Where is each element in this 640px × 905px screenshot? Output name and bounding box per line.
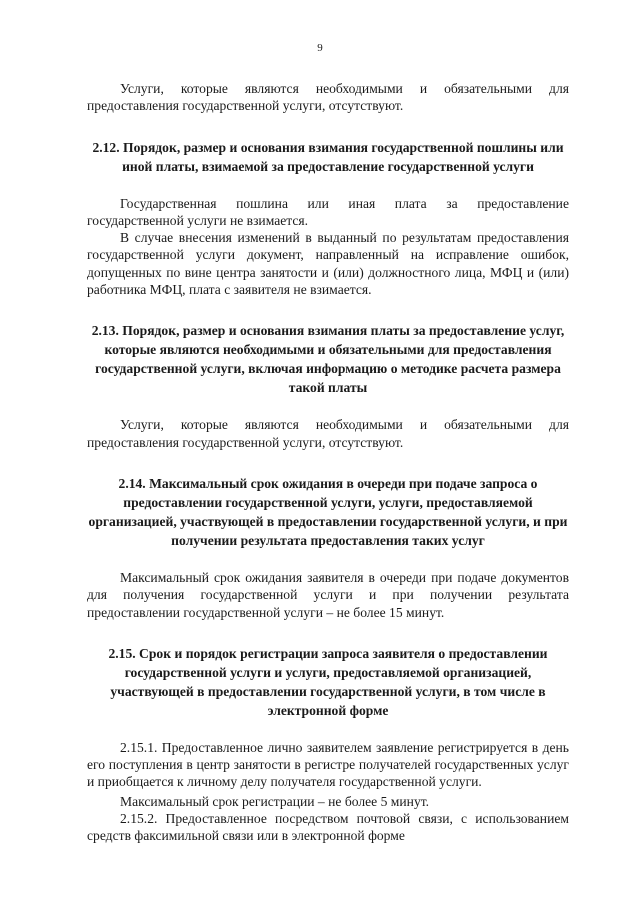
paragraph-services-absent-2: Услуги, которые являются необходимыми и обязательными для предоставления государственной услуги, отсутствуют. bbox=[87, 417, 569, 450]
paragraph-max-registration-time: Максимальный срок регистрации – не более 5 минут. bbox=[120, 793, 430, 809]
spacer bbox=[87, 720, 569, 739]
spacer bbox=[87, 397, 569, 416]
section-heading-2-14: 2.14. Максимальный срок ожидания в очереди при подаче запроса о предоставлении государственной услуги, услуги, предоставляемой организацией, участвующей в предоставлении государственной услуги, и при получении результата предоставления таких услуг bbox=[88, 475, 568, 548]
document-body bbox=[87, 80, 569, 845]
paragraph-services-absent-1: Услуги, которые являются необходимыми и обязательными для предоставления государственной услуги, отсутствуют. bbox=[87, 81, 569, 114]
paragraph-max-wait-time: Максимальный срок ожидания заявителя в очереди при подаче документов для получения государственной услуги и при получении результата предоставлении государственной услуги – не более 15 минут. bbox=[87, 569, 569, 620]
section-heading-2-13: 2.13. Порядок, размер и основания взимания платы за предоставление услуг, которые являются необходимыми и обязательными для предоставления государственной услуги, включая информацию о методике расчета размера такой платы bbox=[91, 323, 565, 396]
spacer bbox=[87, 621, 569, 644]
spacer bbox=[87, 550, 569, 569]
section-heading-2-12: 2.12. Порядок, размер и основания взимания государственной пошлины или иной платы, взимаемой за предоставление государственной услуги bbox=[92, 139, 564, 174]
spacer bbox=[87, 451, 569, 474]
paragraph-2-15-2: 2.15.2. Предоставленное посредством почтовой связи, с использованием средств факсимильной связи или в электронной форме bbox=[87, 811, 569, 844]
spacer bbox=[87, 176, 569, 195]
spacer bbox=[87, 298, 569, 321]
section-heading-2-15: 2.15. Срок и порядок регистрации запроса заявителя о предоставлении государственной услуги и услуги, предоставляемой организацией, участвующей в предоставлении государственной услуги, в том числе в электронной форме bbox=[108, 645, 548, 718]
spacer bbox=[87, 115, 569, 138]
paragraph-corrections-no-fee: В случае внесения изменений в выданный по результатам предоставления государственной услуги документ, направленный на исправление ошибок, допущенных по вине центра занятости и (или) должностного лица, МФЦ и (или) работника МФЦ, плата с заявителя не взимается. bbox=[87, 230, 569, 298]
paragraph-2-15-1: 2.15.1. Предоставленное лично заявителем заявление регистрируется в день его поступления в центр занятости в регистре получателей государственных услуг и приобщается к личному делу получателя государственной услуги. bbox=[87, 739, 569, 790]
page-number: 9 bbox=[317, 42, 323, 54]
paragraph-fee-not-charged: Государственная пошлина или иная плата за предоставление государственной услуги не взимается. bbox=[87, 195, 569, 228]
